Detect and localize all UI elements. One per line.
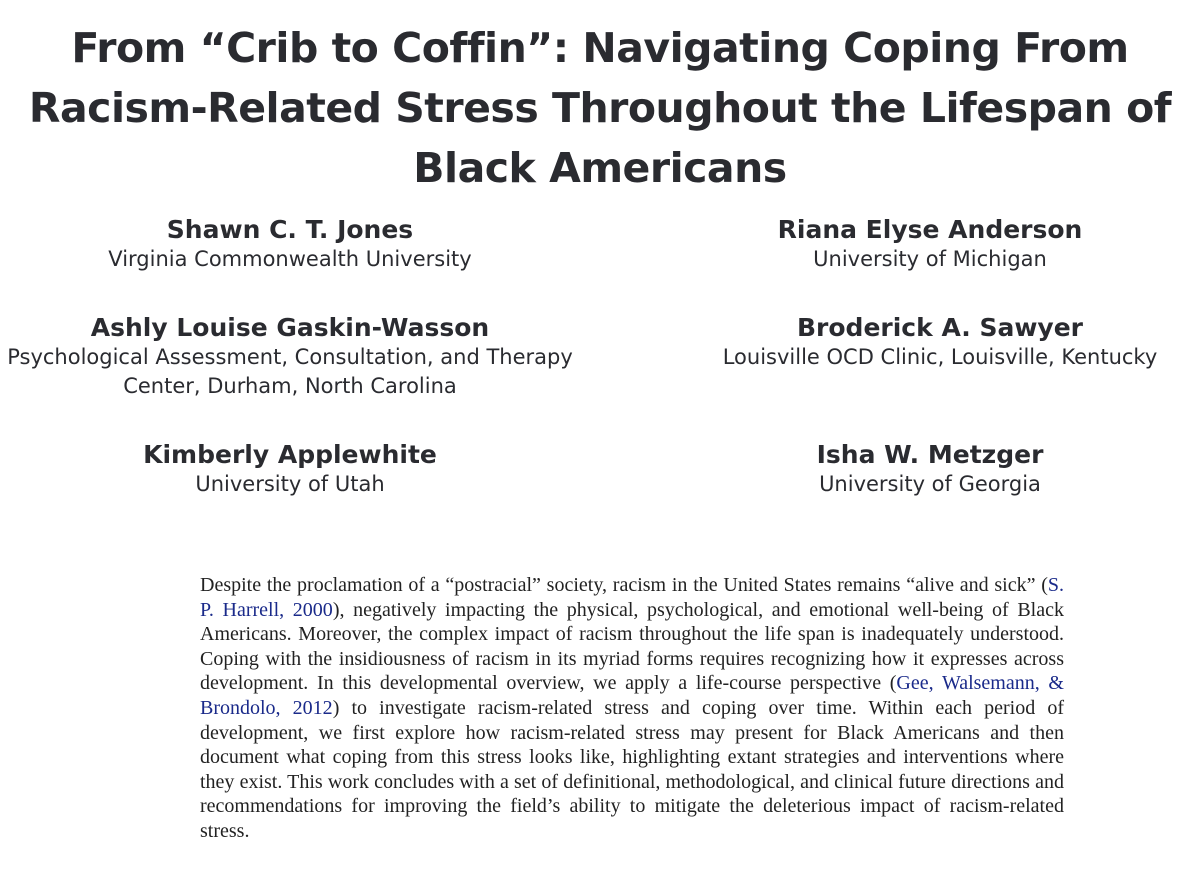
author-block-metzger	[700, 440, 1160, 499]
abstract-text: ) to investigate racism-related stress and coping over time. Within each period of development, we first explore how racism-related stress may present for Black Americans and then document what coping from this stress looks like, highlighting extant strategies and interventions where they exist. This work concludes with a set of definitional, methodological, and clinical future directions and recommendations for improving the field’s ability to mitigate the deleterious impact of racism-related stress.	[200, 696, 1064, 842]
author-block-anderson	[700, 215, 1160, 274]
author-name: Riana Elyse Anderson	[777, 215, 1083, 244]
author-block-sawyer	[680, 313, 1200, 372]
author-affiliation: Center, Durham, North Carolina	[123, 374, 457, 398]
citation-link-gee[interactable]: Gee, Walsemann, & Brondolo, 2012	[200, 672, 1064, 719]
author-name: Ashly Louise Gaskin-Wasson	[90, 313, 490, 342]
author-name: Broderick A. Sawyer	[796, 313, 1084, 342]
author-block-jones	[80, 215, 500, 274]
citation-link-harrell[interactable]: S. P. Harrell, 2000	[200, 574, 1064, 621]
author-name: Shawn C. T. Jones	[166, 215, 414, 244]
author-block-applewhite	[80, 440, 500, 499]
author-block-gaskin-wasson	[0, 313, 580, 401]
author-affiliation: University of Michigan	[813, 247, 1047, 271]
abstract	[200, 573, 1064, 844]
title-line: Black Americans	[413, 144, 787, 192]
paper-title	[0, 18, 1200, 198]
abstract-text: Despite the proclamation of a “postracial” society, racism in the United States remains “alive and sick” (	[200, 574, 1048, 596]
title-line: From “Crib to Coffin”: Navigating Coping From	[71, 24, 1129, 72]
title-line: Racism-Related Stress Throughout the Lifespan of	[28, 84, 1172, 132]
author-affiliation: Psychological Assessment, Consultation, and Therapy	[7, 345, 573, 369]
author-name: Kimberly Applewhite	[143, 440, 437, 469]
author-affiliation: University of Georgia	[819, 472, 1041, 496]
author-affiliation: Virginia Commonwealth University	[108, 247, 472, 271]
author-affiliation: University of Utah	[195, 472, 385, 496]
abstract-text: ), negatively impacting the physical, psychological, and emotional well-being of Black Americans. Moreover, the complex impact of racism throughout the life span is inadequately understood. Coping with the insidiousness of racism in its myriad forms requires recognizing how it expresses across development. In this developmental overview, we apply a life-course perspective (	[200, 598, 1064, 695]
author-affiliation: Louisville OCD Clinic, Louisville, Kentucky	[722, 345, 1158, 369]
author-name: Isha W. Metzger	[816, 440, 1044, 469]
